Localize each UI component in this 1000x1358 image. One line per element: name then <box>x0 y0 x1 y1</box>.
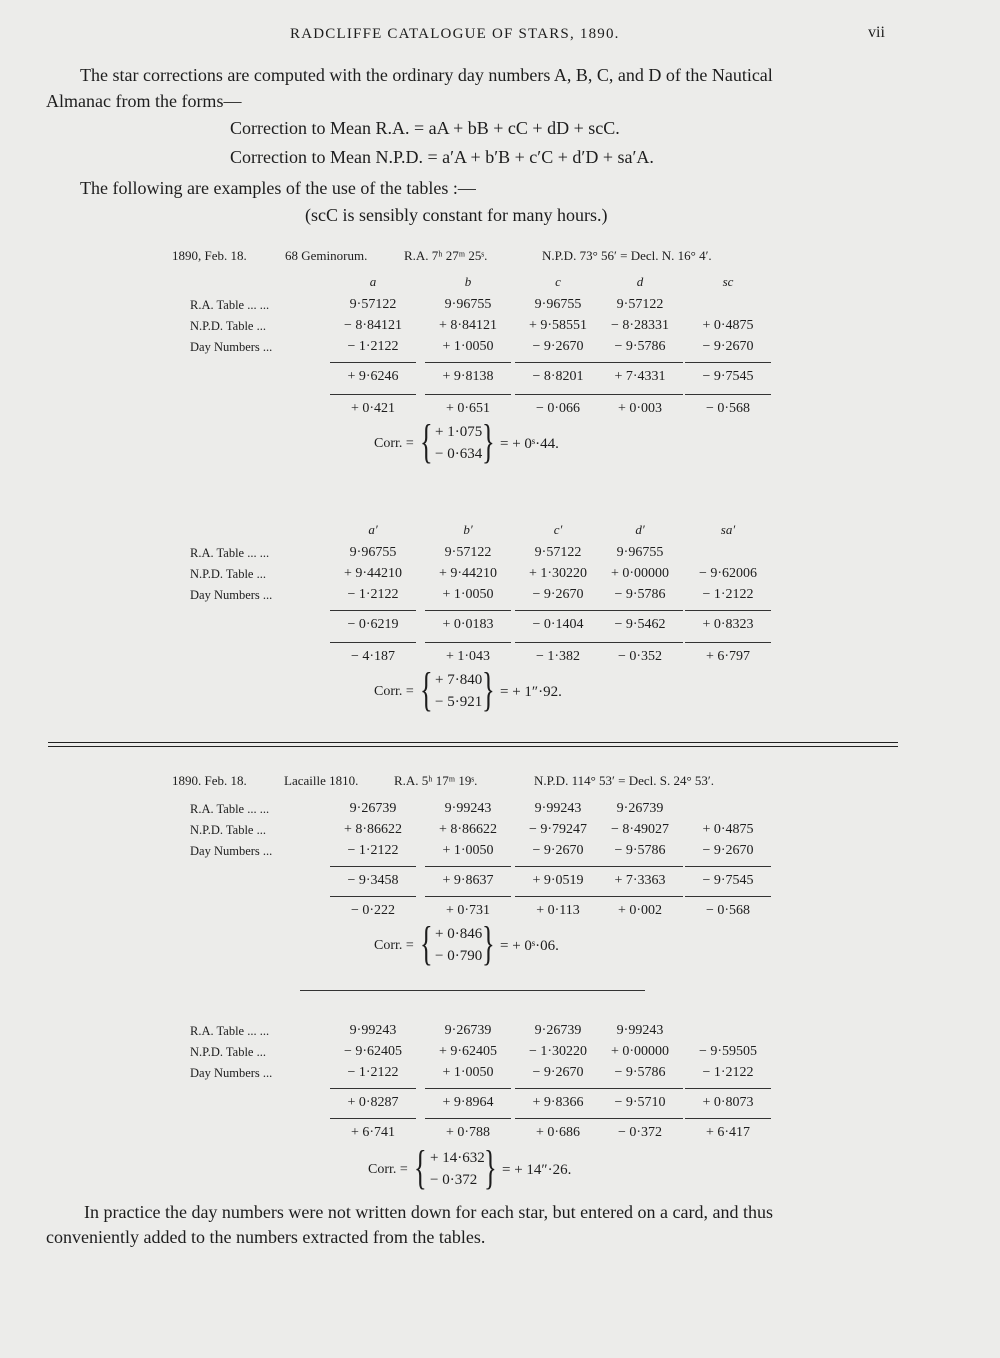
result-cell: + 0·002 <box>617 903 663 918</box>
running-title: RADCLIFFE CATALOGUE OF STARS, 1890. <box>290 26 620 42</box>
sum-cell: + 9·8366 <box>532 1095 584 1110</box>
row-label: N.P.D. Table ... <box>190 319 266 333</box>
table-cell: − 1·2122 <box>347 339 399 354</box>
row-label: N.P.D. Table ... <box>190 1045 266 1059</box>
block-separator <box>300 990 645 991</box>
table-cell: − 9·2670 <box>702 843 754 858</box>
corr-label: Corr. = <box>374 938 414 953</box>
example2-date: 1890. Feb. 18. <box>172 773 247 788</box>
table-cell: + 9·44210 <box>343 566 403 581</box>
sum-rule <box>330 362 416 363</box>
corr-minus: − 0·372 <box>430 1172 478 1188</box>
result-cell: − 4·187 <box>350 649 396 664</box>
result-cell: − 0·568 <box>705 401 751 416</box>
row-label: Day Numbers ... <box>190 1066 273 1080</box>
result-rule <box>330 1118 416 1119</box>
corr-result: = + 0ˢ·06. <box>500 938 559 954</box>
sum-rule <box>597 1088 683 1089</box>
table-cell: − 9·2670 <box>532 843 584 858</box>
sum-cell: − 0·6219 <box>347 617 399 632</box>
table-cell: 9·57122 <box>534 545 582 560</box>
table-cell: + 9·62405 <box>438 1044 498 1059</box>
sum-rule <box>330 610 416 611</box>
sum-rule <box>515 866 601 867</box>
result-cell: + 6·417 <box>705 1125 751 1140</box>
result-cell: − 1·382 <box>535 649 581 664</box>
sum-rule <box>685 1088 771 1089</box>
result-cell: + 0·003 <box>617 401 663 416</box>
table-cell: + 0·00000 <box>610 566 670 581</box>
result-rule <box>425 1118 511 1119</box>
table-cell: − 8·28331 <box>610 318 670 333</box>
col-header: a <box>369 274 377 289</box>
sum-rule <box>685 866 771 867</box>
sum-cell: − 0·1404 <box>532 617 584 632</box>
table-cell: + 9·58551 <box>528 318 588 333</box>
result-rule <box>515 642 601 643</box>
table-cell: 9·99243 <box>444 801 492 816</box>
result-rule <box>425 896 511 897</box>
table-cell: − 1·2122 <box>347 843 399 858</box>
sum-rule <box>515 362 601 363</box>
table-cell: + 9·44210 <box>438 566 498 581</box>
right-brace: } <box>482 415 495 468</box>
formula-ra: Correction to Mean R.A. = aA + bB + cC + dD + scC. <box>230 118 620 138</box>
corr-result: = + 1″·92. <box>500 684 562 700</box>
sum-rule <box>515 1088 601 1089</box>
right-brace: } <box>484 1141 497 1194</box>
corr-plus: + 0·846 <box>435 926 483 942</box>
result-cell: + 6·741 <box>350 1125 396 1140</box>
sum-cell: − 9·5462 <box>614 617 666 632</box>
sum-cell: + 9·8637 <box>442 873 494 888</box>
example2-ra: R.A. 5ʰ 17ᵐ 19ˢ. <box>394 773 478 788</box>
table-cell: − 1·2122 <box>347 1065 399 1080</box>
table-cell: 9·99243 <box>616 1023 664 1038</box>
table-cell: − 9·59505 <box>698 1044 758 1059</box>
table-cell: 9·96755 <box>349 545 397 560</box>
intro-line-1: The star corrections are computed with the ordinary day numbers A, B, C, and D of the Nautical <box>80 65 773 85</box>
table-cell: − 8·84121 <box>343 318 403 333</box>
corr-minus: − 0·790 <box>435 948 483 964</box>
table-cell: 9·96755 <box>534 297 582 312</box>
table-cell: + 8·86622 <box>438 822 498 837</box>
result-cell: + 0·651 <box>445 401 491 416</box>
table-cell: + 1·0050 <box>442 1065 494 1080</box>
example1-npd: N.P.D. 73° 56′ = Decl. N. 16° 4′. <box>542 248 712 263</box>
table-cell: + 0·4875 <box>702 822 754 837</box>
table-cell: + 1·0050 <box>442 339 494 354</box>
left-brace: { <box>420 917 433 970</box>
col-header: b′ <box>463 522 473 537</box>
result-rule <box>685 394 771 395</box>
table-cell: 9·26739 <box>444 1023 492 1038</box>
corr-label: Corr. = <box>374 684 414 699</box>
sum-cell: + 9·0519 <box>532 873 584 888</box>
row-label: R.A. Table ... ... <box>190 1024 270 1038</box>
table-cell: 9·57122 <box>616 297 664 312</box>
table-cell: − 1·2122 <box>702 1065 754 1080</box>
table-cell: − 9·5786 <box>614 843 666 858</box>
result-rule <box>330 394 416 395</box>
sum-rule <box>425 610 511 611</box>
sum-cell: + 0·8287 <box>347 1095 399 1110</box>
separator-rule <box>48 746 898 747</box>
col-header: sa′ <box>720 522 736 537</box>
separator-rule <box>48 742 898 743</box>
sum-cell: − 9·5710 <box>614 1095 666 1110</box>
table-cell: − 9·2670 <box>532 339 584 354</box>
sum-rule <box>330 1088 416 1089</box>
result-cell: + 0·686 <box>535 1125 581 1140</box>
left-brace: { <box>420 415 433 468</box>
table-cell: 9·26739 <box>616 801 664 816</box>
col-header: sc <box>722 274 734 289</box>
col-header: d <box>636 274 644 289</box>
table-cell: 9·26739 <box>349 801 397 816</box>
result-cell: − 0·372 <box>617 1125 663 1140</box>
example1-ra: R.A. 7ʰ 27ᵐ 25ˢ. <box>404 248 488 263</box>
result-rule <box>330 642 416 643</box>
formula-npd: Correction to Mean N.P.D. = a′A + b′B + c′C + d′D + sa′A. <box>230 147 654 167</box>
table-cell: 9·57122 <box>349 297 397 312</box>
left-brace: { <box>420 663 433 716</box>
result-rule <box>685 1118 771 1119</box>
table-cell: 9·99243 <box>349 1023 397 1038</box>
table-cell: − 9·5786 <box>614 587 666 602</box>
result-rule <box>425 394 511 395</box>
table-cell: − 9·5786 <box>614 1065 666 1080</box>
table-cell: − 9·62006 <box>698 566 758 581</box>
col-header: c <box>555 274 561 289</box>
result-rule <box>425 642 511 643</box>
corr-plus: + 14·632 <box>430 1150 485 1166</box>
sum-rule <box>425 866 511 867</box>
table-cell: − 1·2122 <box>702 587 754 602</box>
sum-rule <box>685 362 771 363</box>
table-cell: − 1·30220 <box>528 1044 588 1059</box>
row-label: R.A. Table ... ... <box>190 802 270 816</box>
result-rule <box>597 1118 683 1119</box>
table-cell: + 8·84121 <box>438 318 498 333</box>
sum-cell: + 0·8073 <box>702 1095 754 1110</box>
sum-cell: + 7·3363 <box>614 873 666 888</box>
sum-cell: − 8·8201 <box>532 369 584 384</box>
table-cell: 9·26739 <box>534 1023 582 1038</box>
intro-note: (scC is sensibly constant for many hours.) <box>305 205 608 225</box>
corr-plus: + 1·075 <box>435 424 483 440</box>
table-cell: − 9·2670 <box>532 1065 584 1080</box>
result-cell: + 6·797 <box>705 649 751 664</box>
col-header: c′ <box>553 522 563 537</box>
example1-date: 1890, Feb. 18. <box>172 248 247 263</box>
result-cell: + 1·043 <box>445 649 491 664</box>
result-rule <box>597 642 683 643</box>
corr-plus: + 7·840 <box>435 672 483 688</box>
result-cell: + 0·421 <box>350 401 396 416</box>
table-cell: + 1·30220 <box>528 566 588 581</box>
col-header: b <box>464 274 472 289</box>
row-label: R.A. Table ... ... <box>190 546 270 560</box>
sum-cell: − 9·7545 <box>702 873 754 888</box>
sum-rule <box>425 362 511 363</box>
result-cell: − 0·066 <box>535 401 581 416</box>
table-cell: − 9·2670 <box>532 587 584 602</box>
example1-star: 68 Geminorum. <box>285 248 368 263</box>
result-rule <box>597 394 683 395</box>
intro-line-3: The following are examples of the use of the tables :— <box>80 178 476 198</box>
example2-npd: N.P.D. 114° 53′ = Decl. S. 24° 53′. <box>534 773 715 788</box>
sum-cell: + 0·8323 <box>702 617 754 632</box>
sum-rule <box>597 610 683 611</box>
result-cell: + 0·731 <box>445 903 491 918</box>
result-rule <box>515 1118 601 1119</box>
sum-cell: − 9·7545 <box>702 369 754 384</box>
result-rule <box>515 896 601 897</box>
col-header: d′ <box>635 522 645 537</box>
right-brace: } <box>482 663 495 716</box>
sum-rule <box>597 866 683 867</box>
sum-cell: + 9·8138 <box>442 369 494 384</box>
result-rule <box>685 642 771 643</box>
sum-rule <box>597 362 683 363</box>
result-rule <box>515 394 601 395</box>
sum-rule <box>330 866 416 867</box>
table-cell: − 9·79247 <box>528 822 588 837</box>
corr-result: = + 14″·26. <box>502 1162 572 1178</box>
page-number: vii <box>868 24 885 41</box>
result-cell: − 0·568 <box>705 903 751 918</box>
sum-rule <box>685 610 771 611</box>
row-label: N.P.D. Table ... <box>190 823 266 837</box>
table-cell: − 9·2670 <box>702 339 754 354</box>
table-cell: + 1·0050 <box>442 587 494 602</box>
row-label: Day Numbers ... <box>190 340 273 354</box>
row-label: R.A. Table ... ... <box>190 298 270 312</box>
sum-cell: − 9·3458 <box>347 873 399 888</box>
right-brace: } <box>482 917 495 970</box>
intro-line-2: Almanac from the forms— <box>46 91 242 111</box>
table-cell: + 1·0050 <box>442 843 494 858</box>
sum-rule <box>425 1088 511 1089</box>
closing-line-1: In practice the day numbers were not written down for each star, but entered on a card, and thus <box>84 1202 774 1222</box>
sum-cell: + 7·4331 <box>614 369 666 384</box>
table-cell: 9·96755 <box>444 297 492 312</box>
table-cell: − 9·5786 <box>614 339 666 354</box>
table-cell: 9·96755 <box>616 545 664 560</box>
table-cell: 9·57122 <box>444 545 492 560</box>
result-rule <box>330 896 416 897</box>
corr-result: = + 0ˢ·44. <box>500 436 559 452</box>
sum-cell: + 9·8964 <box>442 1095 494 1110</box>
left-brace: { <box>414 1141 427 1194</box>
corr-minus: − 5·921 <box>435 694 483 710</box>
table-cell: 9·99243 <box>534 801 582 816</box>
result-cell: − 0·222 <box>350 903 396 918</box>
row-label: N.P.D. Table ... <box>190 567 266 581</box>
result-cell: + 0·113 <box>536 903 580 918</box>
sum-rule <box>515 610 601 611</box>
table-cell: + 0·00000 <box>610 1044 670 1059</box>
result-cell: + 0·788 <box>445 1125 491 1140</box>
corr-label: Corr. = <box>374 436 414 451</box>
closing-line-2: conveniently added to the numbers extracted from the tables. <box>46 1227 486 1247</box>
row-label: Day Numbers ... <box>190 588 273 602</box>
table-cell: − 1·2122 <box>347 587 399 602</box>
corr-label: Corr. = <box>368 1162 408 1177</box>
result-rule <box>685 896 771 897</box>
example2-star: Lacaille 1810. <box>284 773 359 788</box>
table-cell: − 8·49027 <box>610 822 670 837</box>
col-header: a′ <box>368 522 378 537</box>
result-rule <box>597 896 683 897</box>
sum-cell: + 9·6246 <box>347 369 399 384</box>
sum-cell: + 0·0183 <box>442 617 494 632</box>
table-cell: + 0·4875 <box>702 318 754 333</box>
table-cell: + 8·86622 <box>343 822 403 837</box>
table-cell: − 9·62405 <box>343 1044 403 1059</box>
row-label: Day Numbers ... <box>190 844 273 858</box>
corr-minus: − 0·634 <box>435 446 483 462</box>
result-cell: − 0·352 <box>617 649 663 664</box>
